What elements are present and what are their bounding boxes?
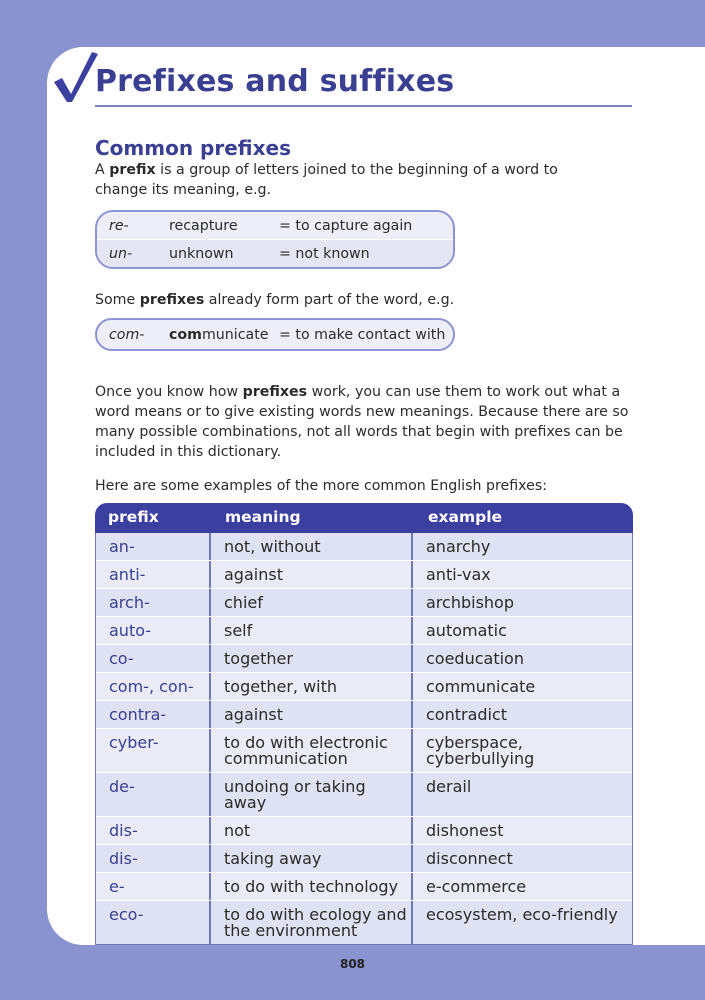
meaning-cell: against: [211, 701, 413, 728]
header-meaning: meaning: [225, 508, 301, 526]
page-number: 808: [339, 957, 366, 971]
example-cell: ecosystem, eco-friendly: [426, 905, 618, 924]
example-cell: dishonest: [426, 821, 504, 840]
section-heading: Common prefixes: [95, 136, 291, 160]
meaning-cell: against: [211, 561, 413, 588]
explanation-paragraph: Once you know how prefixes work, you can use them to work out what a word means or to give existing words new meanings. Because there are so many possible combinations, not all words that begin with prefixes can be included in this dictionary.: [95, 384, 629, 460]
table-row: [96, 616, 632, 644]
prefix-cell: e-: [96, 873, 211, 900]
prefix-cell: an-: [96, 533, 211, 560]
meaning-cell: self: [211, 617, 413, 644]
example-box-basic: [95, 210, 455, 269]
prefix-cell: cyber-: [96, 729, 211, 772]
meaning-cell: together: [211, 645, 413, 672]
table-row: [96, 728, 632, 772]
prefix-cell: de-: [96, 773, 211, 816]
example-box-part: [95, 318, 455, 351]
example-word: communicate: [169, 326, 269, 343]
meaning-cell: to do with electronic communication: [211, 729, 413, 772]
table-row: [96, 588, 632, 616]
example-cell: anti-vax: [426, 565, 491, 584]
meaning-cell: together, with: [211, 673, 413, 700]
example-cell: archbishop: [426, 593, 514, 612]
example-row: [97, 212, 453, 239]
example-row: [97, 320, 453, 349]
meaning-cell: to do with ecology and the environment: [211, 901, 413, 944]
table-row: [96, 900, 632, 944]
prefix-cell: anti-: [96, 561, 211, 588]
example-meaning: = to capture again: [279, 217, 413, 234]
table-row: [96, 560, 632, 588]
prefix-cell: auto-: [96, 617, 211, 644]
example-prefix: com-: [109, 326, 145, 343]
meaning-cell: chief: [211, 589, 413, 616]
example-cell: coeducation: [426, 649, 524, 668]
prefix-cell: contra-: [96, 701, 211, 728]
table-header-bar: [95, 503, 633, 533]
prefix-table: [95, 533, 633, 945]
table-row: [96, 672, 632, 700]
prefix-cell: arch-: [96, 589, 211, 616]
checkmark-icon: [52, 50, 98, 104]
intro-paragraph: A prefix is a group of letters joined to the beginning of a word to change its meaning, e.g.: [95, 162, 558, 198]
example-cell: disconnect: [426, 849, 513, 868]
prefix-cell: dis-: [96, 845, 211, 872]
meaning-cell: undoing or taking away: [211, 773, 413, 816]
title-divider: [95, 105, 632, 107]
example-prefix: re-: [109, 217, 129, 234]
example-cell: automatic: [426, 621, 507, 640]
example-prefix: un-: [109, 245, 133, 262]
example-meaning: = to make contact with: [279, 326, 446, 343]
example-cell: derail: [426, 777, 472, 796]
meaning-cell: to do with technology: [211, 873, 413, 900]
meaning-cell: not: [211, 817, 413, 844]
meaning-cell: taking away: [211, 845, 413, 872]
table-row: [96, 816, 632, 844]
part-of-word-paragraph: Some prefixes already form part of the word, e.g.: [95, 292, 455, 308]
example-meaning: = not known: [279, 245, 370, 262]
meaning-cell: not, without: [211, 533, 413, 560]
example-cell: anarchy: [426, 537, 491, 556]
table-row: [96, 533, 632, 560]
example-word: unknown: [169, 245, 234, 262]
example-cell: communicate: [426, 677, 536, 696]
example-cell: cyberspace, cyberbullying: [426, 733, 535, 768]
header-prefix: prefix: [108, 508, 159, 526]
table-row: [96, 700, 632, 728]
prefix-cell: co-: [96, 645, 211, 672]
header-example: example: [428, 508, 503, 526]
example-cell: contradict: [426, 705, 508, 724]
prefix-cell: dis-: [96, 817, 211, 844]
example-word: recapture: [169, 217, 238, 234]
table-row: [96, 872, 632, 900]
table-row: [96, 644, 632, 672]
table-row: [96, 844, 632, 872]
table-intro: Here are some examples of the more common English prefixes:: [95, 478, 548, 494]
prefix-cell: com-, con-: [96, 673, 211, 700]
prefix-cell: eco-: [96, 901, 211, 944]
table-row: [96, 772, 632, 816]
example-row: [97, 239, 453, 267]
page-title: Prefixes and suffixes: [95, 64, 455, 99]
example-cell: e-commerce: [426, 877, 527, 896]
